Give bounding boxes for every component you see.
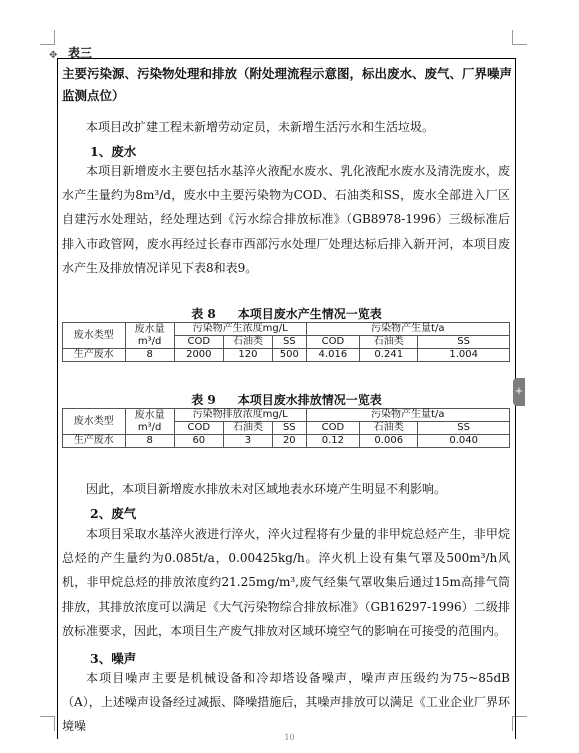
table8-header-concentration: 污染物产生浓度mg/L <box>174 323 306 336</box>
table9-sub-ss-load: SS <box>418 422 510 435</box>
exhaust-paragraph: 本项目采取水基淬火液进行淬火，淬火过程将有少量的非甲烷总烃产生，非甲烷总烃的产生量约为0.085t/a，0.00425kg/h。淬火机上设有集气罩及500m³/h风机，非甲烷总烃的排放浓度约21.25mg/m³,废气经集气罩收集后通过15m高排气筒排放，其排放浓度可以满足《大气污染物综合排放标准》（GB16297-1996）二级排放标准要求，因此，本项目生产废气排放对区域环境空气的影响在可接受的范围内。 <box>62 527 510 638</box>
crop-mark-top-right <box>512 30 527 45</box>
table8-caption <box>58 305 515 322</box>
table9-header-amount: 废水量m³/d <box>125 409 174 435</box>
table9-cell-amount: 8 <box>125 435 174 448</box>
table-move-handle-icon[interactable]: ✥ <box>49 50 58 61</box>
section-heading: 主要污染源、污染物处理和排放（附处理流程示意图，标出废水、废气、厂界噪声监测点位） <box>62 66 513 103</box>
table8-cell-amount: 8 <box>125 349 174 362</box>
table8-cell-type: 生产废水 <box>63 349 126 362</box>
noise-paragraph: 本项目噪声主要是机械设备和冷却塔设备噪声，噪声声压级约为75~85dB（A），上述噪声设备经过减振、降噪措施后，其噪声排放可以满足《工业企业厂界环境噪 <box>62 671 510 734</box>
table8-cell-oil: 120 <box>223 349 272 362</box>
table9-header-load: 污染物产生量t/a <box>306 409 509 422</box>
table8-sub-cod: COD <box>174 336 223 349</box>
table9-caption <box>58 391 515 408</box>
content-frame <box>57 58 516 739</box>
table9-cell-ss-load: 0.040 <box>418 435 510 448</box>
table9-cell-cod-load: 0.12 <box>306 435 360 448</box>
table8-caption-no: 表 8 <box>191 307 216 321</box>
table9-cell-type: 生产废水 <box>63 435 126 448</box>
table8-header-amount: 废水量m³/d <box>125 323 174 349</box>
table8-sub-oil-load: 石油类 <box>360 336 418 349</box>
table9-header-concentration: 污染物排放浓度mg/L <box>174 409 306 422</box>
table-row <box>63 349 510 362</box>
table9 <box>62 408 510 448</box>
table8-cell-ss-load: 1.004 <box>418 349 510 362</box>
section-wastewater-title: 1、废水 <box>90 144 137 159</box>
table-label: 表三 <box>68 46 93 60</box>
intro-paragraph: 本项目改扩建工程未新增劳动定员，未新增生活污水和生活垃圾。 <box>86 120 435 134</box>
table-row <box>63 435 510 448</box>
table8-sub-oil: 石油类 <box>223 336 272 349</box>
table9-sub-ss: SS <box>273 422 307 435</box>
table8-sub-cod-load: COD <box>306 336 360 349</box>
table8-cell-ss: 500 <box>273 349 307 362</box>
table9-cell-oil: 3 <box>223 435 272 448</box>
table9-header-type: 废水类型 <box>63 409 126 435</box>
wastewater-conclusion: 因此，本项目新增废水排放未对区域地表水环境产生明显不利影响。 <box>86 482 447 496</box>
table8-caption-title: 本项目废水产生情况一览表 <box>237 307 382 321</box>
table8-cell-cod: 2000 <box>174 349 223 362</box>
table8-sub-ss-load: SS <box>418 336 510 349</box>
table9-cell-ss: 20 <box>273 435 307 448</box>
table9-sub-oil-load: 石油类 <box>360 422 418 435</box>
table9-sub-cod-load: COD <box>306 422 360 435</box>
table8-sub-ss: SS <box>273 336 307 349</box>
table9-sub-oil: 石油类 <box>223 422 272 435</box>
page-number: 10 <box>284 733 295 742</box>
table9-sub-cod: COD <box>174 422 223 435</box>
side-panel-toggle-button[interactable]: + <box>513 378 525 406</box>
crop-mark-bottom-left <box>40 716 55 731</box>
table9-cell-oil-load: 0.006 <box>360 435 418 448</box>
table8-header-type: 废水类型 <box>63 323 126 349</box>
table8 <box>62 322 510 362</box>
table8-cell-oil-load: 0.241 <box>360 349 418 362</box>
table8-cell-cod-load: 4.016 <box>306 349 360 362</box>
table8-header-load: 污染物产生量t/a <box>306 323 509 336</box>
wastewater-paragraph: 本项目新增废水主要包括水基淬火液配水废水、乳化液配水废水及清洗废水，废水产生量约为8m³/d，废水中主要污染物为COD、石油类和SS，废水全部进入厂区自建污水处理站，经处理达到《污水综合排放标准》（GB8978-1996）三级标准后排入市政管网，废水再经过长春市西部污水处理厂处理达标后排入新开河，本项目废水产生及排放情况详见下表8和表9。 <box>62 164 510 275</box>
section-noise-title: 3、噪声 <box>90 651 137 666</box>
table9-caption-no: 表 9 <box>191 393 216 407</box>
section-exhaust-title: 2、废气 <box>90 506 137 521</box>
table9-cell-cod: 60 <box>174 435 223 448</box>
table9-caption-title: 本项目废水排放情况一览表 <box>237 393 382 407</box>
crop-mark-top-left <box>40 30 55 45</box>
